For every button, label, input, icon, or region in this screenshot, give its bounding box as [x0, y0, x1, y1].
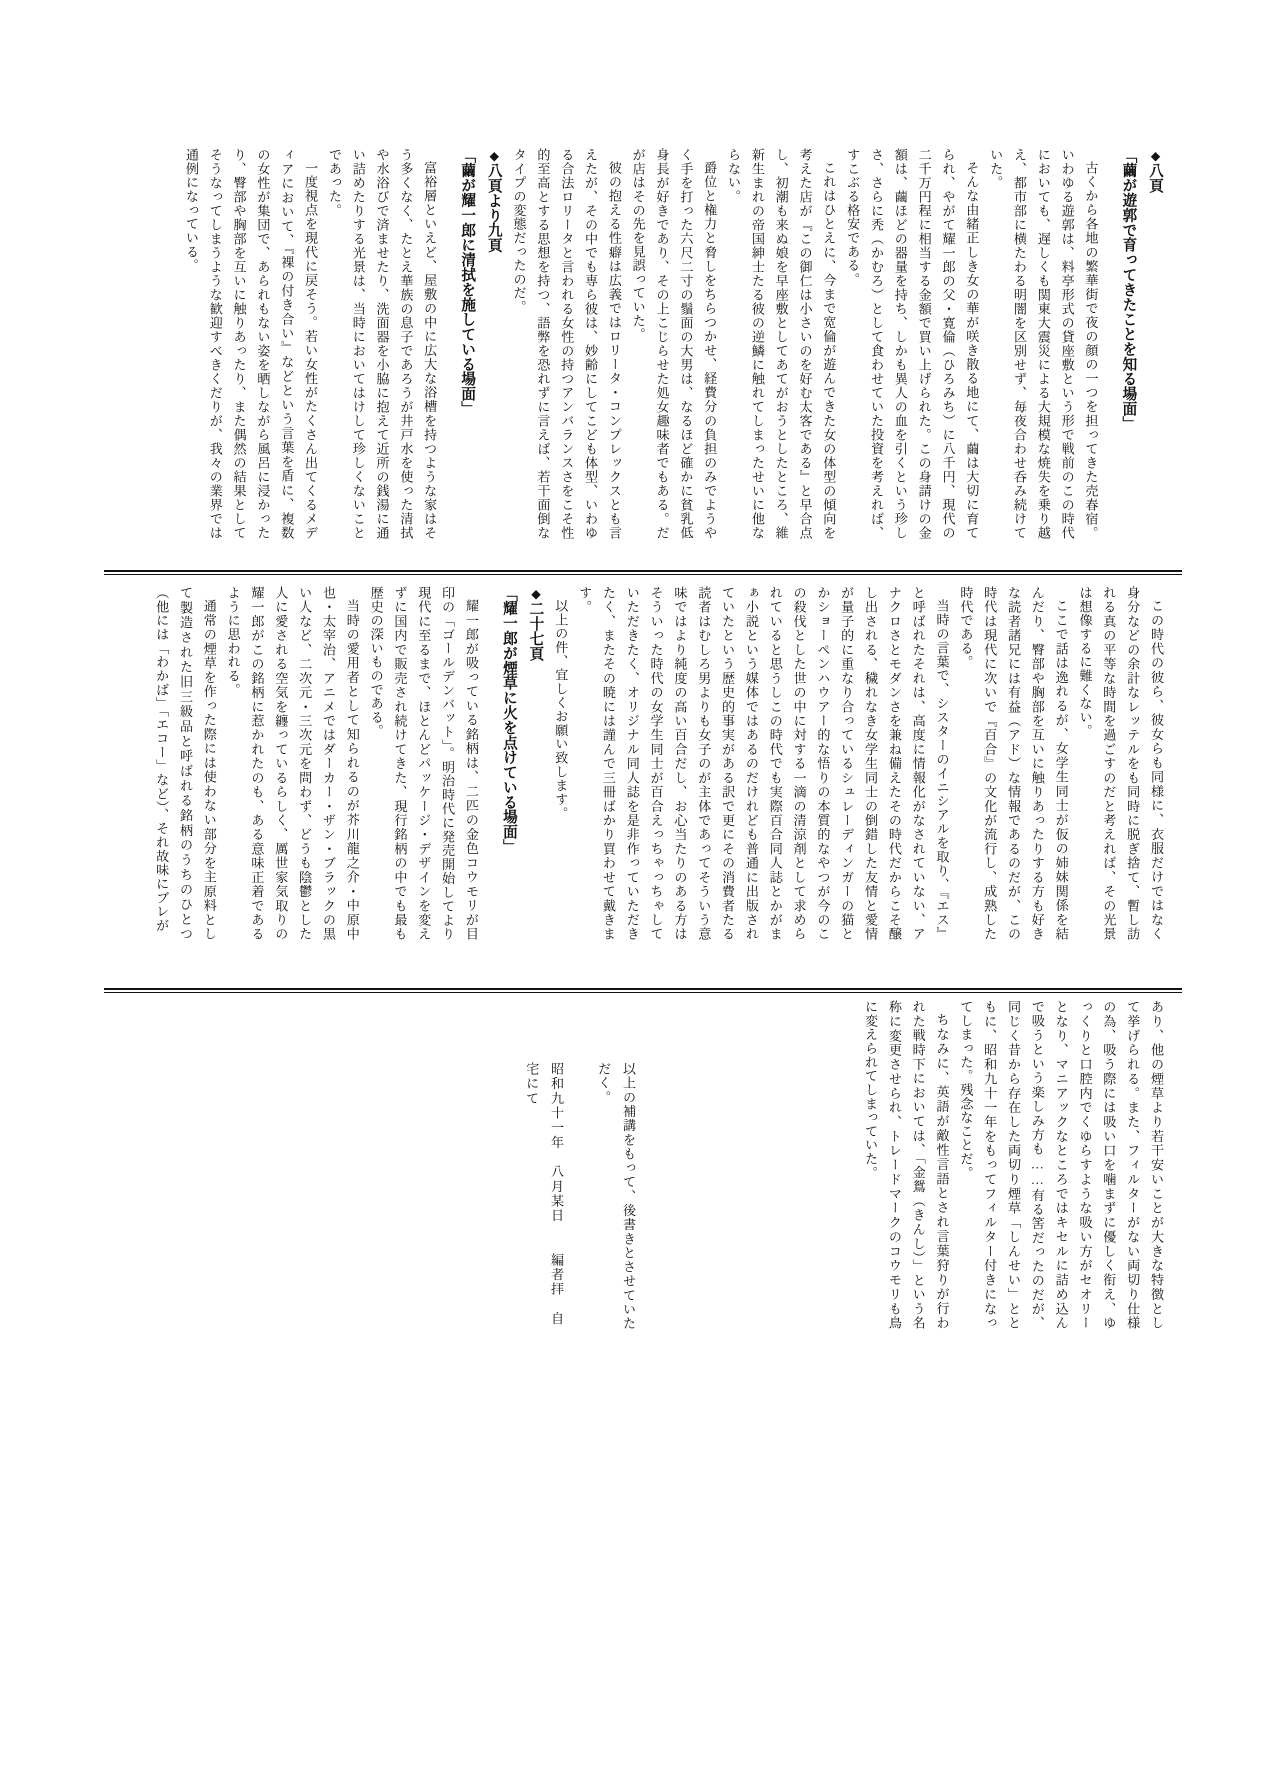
paragraph: 爵位と権力と脅しをちらつかせ、経費分の負担のみでようやく手を打った六尺二寸の鬚面の大男は、なるほど確かに貧乳低身長が好きであり、その上こじらせた処女趣味者でもある。だが店はその先を見誤っていた。 [630, 148, 718, 540]
section-1-page-label: 八頁 [1147, 163, 1163, 194]
commentary-block-1 [106, 148, 1168, 540]
diamond-bullet-icon: ◆ [486, 148, 501, 164]
paragraph: 富裕層といえど、屋敷の中に広大な浴槽を持つような家はそう多くなく、たとえ華族の息子であろうが井戸水を使った清拭や水浴びで済ませたり、洗面器を小脇に抱えて近所の銭湯に通い詰めたりする光景は、当時においてはけして珍しくないことであった。 [326, 148, 438, 540]
section-2-heading [454, 148, 507, 540]
signature-date-line: 昭和九十一年 八月某日 編者拝 自宅にて [524, 1062, 564, 1327]
paragraph: 当時の愛用者として知られるのが芥川龍之介・中原中也・太宰治、アニメではダーカー・ザン・ブラックの黒い人など、二次元・三次元を問わず、どうも陰鬱とした人に愛される空気を纏っているらしく、厲世家気取りの耀一郎がこの銘柄に惹かれたのも、ある意味正着であるように思われる。 [225, 586, 360, 941]
paragraph: ちなみに、英語が敵性言語とされ言葉狩りが行われた戦時下においては、「金鴛（きんし）」という名称に変更させられ、トレードマークのコウモリも鳥に変えられてしまっていた。 [863, 1000, 950, 1330]
commentary-block-2 [106, 586, 1168, 941]
closing-statement: 以上の補講をもって、後書きとさせていただく。 [596, 1062, 636, 1331]
diamond-bullet-icon: ◆ [528, 586, 543, 602]
paragraph: 耀一郎が吸っている銘柄は、二匹の金色コウモリが目印の「ゴールデンバット」。明治時代に発売開始してより現代に至るまで、ほとんどパッケージ・デザインを変えずに国内で販売され続けてきた、現行銘柄の中でも最も歴史の深いものである。 [368, 586, 479, 941]
section-divider-2 [104, 988, 1182, 990]
paragraph: これはひとえに、今まで宽倫が遊んできた女の体型の傾向を考えた店が『この御仁は小さいのを好む太客である』と早合点し、初潮も来ぬ娘を早座敷としてあてがおうとしたところ、維新生まれの帝国紳士たる彼の逆鱗に触れてしまったせいに他ならない。 [726, 148, 837, 540]
diamond-bullet-icon: ◆ [1148, 148, 1162, 164]
paragraph: そんな由緒正しき女の華が咲き散る地にて、繭は大切に育てられ、やがて耀一郎の父・寛倫（ひろみち）に八千円、現代の二千万円程に相当する金額で買い上げられた。この身請けの金額は、繭ほどの器量を持ち、しかも異人の血を引くという珍しさ、さらに秃（かむろ）として食わせていた投資を考えれば、すこぶる格安である。 [845, 148, 980, 540]
paragraph: この時代の彼ら、彼女らも同様に、衣服だけではなく身分などの余計なレッテルをも同時に脱ぎ捨て、暫し訪れる真の平等な時間を過ごすのだと考えれば、その光景は想像するに難くない。 [1077, 586, 1164, 941]
section-1-title: 「繭が遊郭で育ってきたことを知る場面」 [1120, 148, 1137, 431]
paragraph: 当時の言葉で、シスターのイニシアルを取り、『エス』と呼ばれたそれは、高度に情報化がなされていない、アナクロさとモダンさを兼ね備えたその時代だからこそ醸し出される、穢れなき女学生同士の倒錯した友情と愛情が量子的に重なり合っているシュレーディンガーの猫とかショーペンハウアー的な悟りの本質的なやつが今のこの殺伐とした世の中に対する一滴の清涼剤として求められていると思うしこの時代でも実際百合同人誌とかがまぁ小説という媒体ではあるのだけれども普通に出版されていたという歴史的事実がある訳で更にその消費者たる読者はむしろ男よりも女子のが主体であってそういう意味ではより純度の高い百合だし、お心当たりのある方はそういった時代の女学生同士が百合えっちゃっちゃしていただきたく、オリジナル同人誌を是非作っていただきたく、またその暁には謹んで三冊ばかり買わせて戴きます。 [577, 586, 950, 941]
section-2-page-label: 八頁より九頁 [485, 163, 502, 253]
paragraph: 以上の件、宜しくお願い致します。 [553, 599, 569, 821]
paragraph: 一度視点を現代に戻そう。若い女性がたくさん出てくるメディアにおいて、『裸の付き合い』などという言葉を盾に、複数の女性が集団で、あられもない姿を晒しながら風呂に浸かったり、臀部や胸部を互いに触りあったり、また偶然の結果としてそうなってしまうような歓迎すべきくだりが、我々の業界では通例になっている。 [183, 148, 319, 540]
section-4-title: 「耀一郎が煙草に火を点けている場面」 [500, 586, 517, 855]
section-2-title: 「繭が耀一郎に清拭を施している場面」 [459, 148, 476, 417]
paragraph: あり、他の煙草より若干安いことが大きな特徴として挙げられる。また、フィルターがない両切り仕様の為、吸う際には吸い口を噛まずに優しく衔え、ゆっくりと口腔内でくゆらすような吸い方がセオリーとなり、マニアックなところではキセルに詰め込んで吸うという楽しみ方も……有る筈だったのだが、同じく昔から存在した両切り煙草「しんせい」とともに、昭和九十一年をもってフィルター付きになってしまった。残念なことだ。 [958, 1000, 1164, 1330]
section-4-heading [495, 586, 548, 941]
paragraph: ここで話は逸れるが、女学生同士が仮の姉妹関係を結んだり、臀部や胸部を互いに触りあったりする方も好きな読者諸兄には有益（アド）な情報であるのだが、この時代は現代に次いで『百合』の文化が流行し、成熟した時代である。 [958, 586, 1069, 941]
paragraph: 古くから各地の繁華街で夜の顔の一つを担ってきた売春宿。いわゆる遊郭は、料亭形式の貸座敷という形で戦前のこの時代においても、遅しくも関東大震災による大規模な焼失を乗り越え、都市部に横たわる明闇を区別せず、毎夜合わせ呑み続けていた。 [988, 148, 1099, 540]
paragraph: 通常の煙草を作った際には使わない部分を主原料として製造された旧三級品と呼ばれる銘柄のうちのひとつ（他には「わかば」「エコー」など）、それ故味にブレが [154, 586, 217, 941]
section-4-page-label: 二十七頁 [527, 601, 544, 661]
section-1-heading [1115, 148, 1168, 540]
section-divider-1 [104, 570, 1182, 572]
paragraph: 彼の抱える性癖は広義ではロリータ・コンプレックスとも言えたが、その中でも専ら彼は、妙齢にしてこども体型、いわゆる合法ロリータと言われる女性の持つアンバランスさをこそ性的至高とする思想を持つ、語弊を恐れずに言えば、若干面倒なタイプの変態だったのだ。 [511, 148, 622, 540]
